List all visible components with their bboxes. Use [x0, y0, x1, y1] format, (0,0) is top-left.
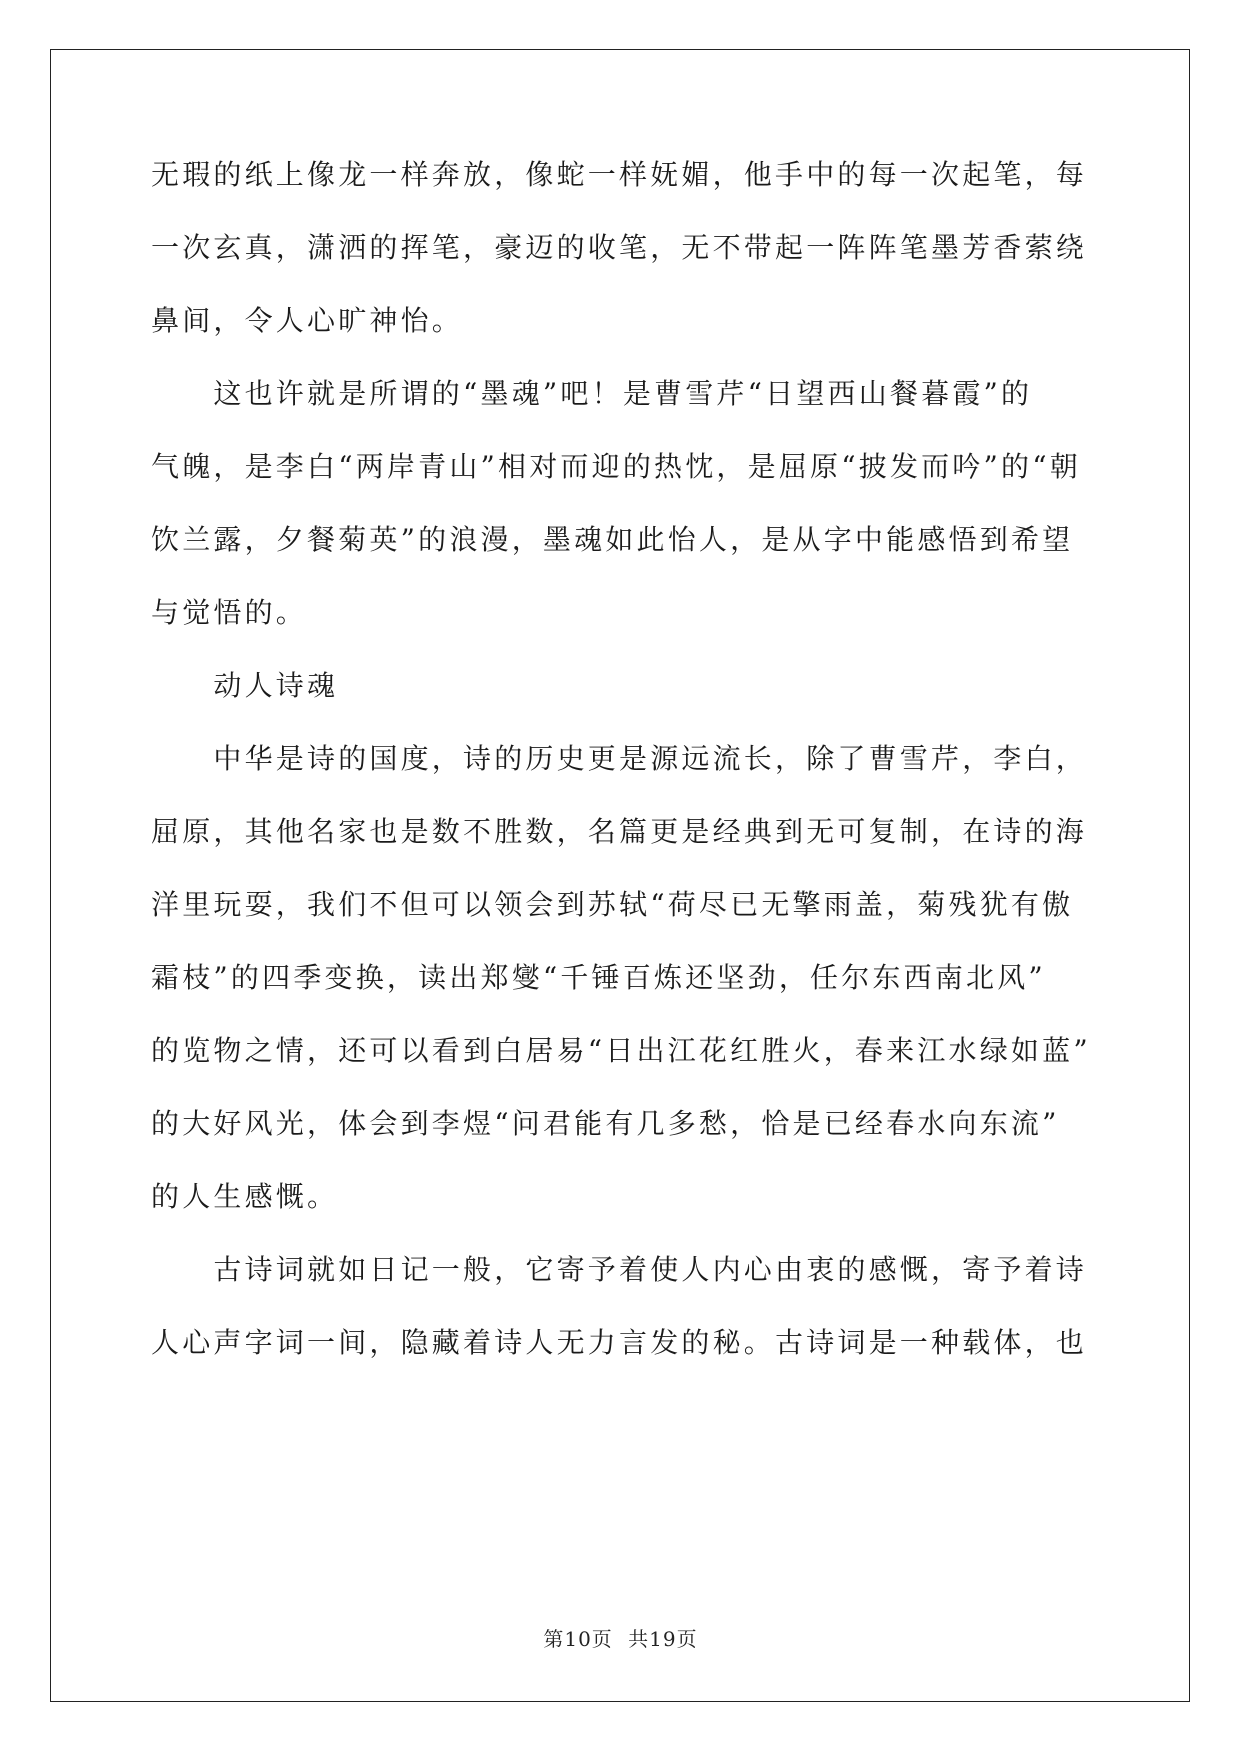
text-line: 屈原，其他名家也是数不胜数，名篇更是经典到无可复制，在诗的海	[151, 815, 1088, 848]
text-line: 霜枝”的四季变换，读出郑燮“千锤百炼还坚劲，任尔东西南北风”	[151, 961, 1046, 994]
section-heading: 动人诗魂	[151, 669, 339, 702]
text-line: 一次玄真，潇洒的挥笔，豪迈的收笔，无不带起一阵阵笔墨芳香萦绕	[151, 231, 1088, 264]
text-line: 这也许就是所谓的“墨魂”吧！是曹雪芹“日望西山餐暮霞”的	[151, 377, 1033, 410]
text-line: 的览物之情，还可以看到白居易“日出江花红胜火，春来江水绿如蓝”	[151, 1034, 1091, 1067]
page-footer	[0, 1623, 1241, 1652]
text-line: 人心声字词一间，隐藏着诗人无力言发的秘。古诗词是一种载体，也	[151, 1326, 1088, 1359]
text-line: 饮兰露，夕餐菊英”的浪漫，墨魂如此怡人，是从字中能感悟到希望	[151, 523, 1074, 556]
text-line: 鼻间，令人心旷神怡。	[151, 304, 464, 337]
text-line: 洋里玩耍，我们不但可以领会到苏轼“荷尽已无擎雨盖，菊残犹有傲	[151, 888, 1074, 921]
text-line: 无瑕的纸上像龙一样奔放，像蛇一样妩媚，他手中的每一次起笔，每	[151, 158, 1088, 191]
text-line: 古诗词就如日记一般，它寄予着使人内心由衷的感慨，寄予着诗	[151, 1253, 1088, 1286]
text-line: 的大好风光，体会到李煜“问君能有几多愁，恰是已经春水向东流”	[151, 1107, 1060, 1140]
text-line: 气魄，是李白“两岸青山”相对而迎的热忱，是屈原“披发而吟”的“朝	[151, 450, 1081, 483]
page-number: 第10页	[543, 1627, 613, 1651]
text-line: 的人生感慨。	[151, 1180, 339, 1213]
page-total: 共19页	[628, 1627, 698, 1651]
page-border	[50, 49, 1190, 1702]
text-line: 中华是诗的国度，诗的历史更是源远流长，除了曹雪芹，李白，	[151, 742, 1088, 775]
text-line: 与觉悟的。	[151, 596, 308, 629]
